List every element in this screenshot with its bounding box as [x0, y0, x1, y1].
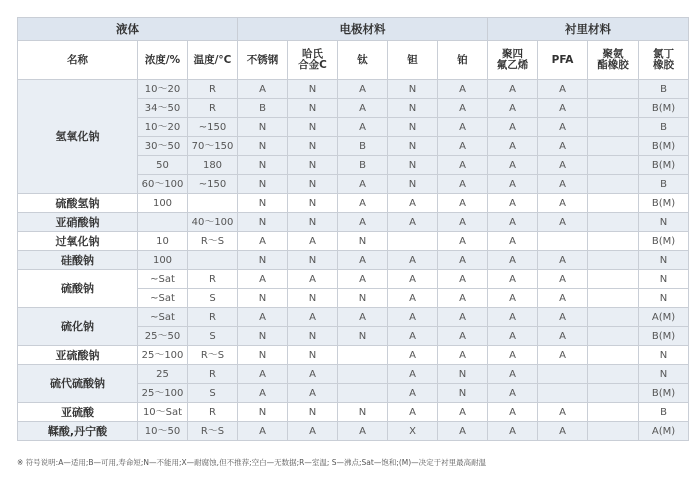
table-cell	[588, 156, 639, 175]
table-cell: ~150	[188, 175, 238, 194]
table-cell: A	[488, 118, 538, 137]
table-cell: A	[488, 80, 538, 99]
table-cell: A	[538, 194, 588, 213]
table-cell: A	[338, 194, 388, 213]
table-cell: S	[188, 384, 238, 403]
table-cell: A(M)	[639, 308, 689, 327]
table-cell: A	[288, 270, 338, 289]
table-cell: N	[338, 232, 388, 251]
table-cell: 40～100	[188, 213, 238, 232]
column-header: 哈氏 合金C	[288, 41, 338, 80]
table-row	[18, 365, 689, 384]
table-cell: A	[388, 384, 438, 403]
table-cell	[338, 346, 388, 365]
table-cell: ~150	[188, 118, 238, 137]
table-cell	[538, 384, 588, 403]
table-cell: N	[438, 384, 488, 403]
table-cell: N	[238, 346, 288, 365]
table-cell: N	[238, 213, 288, 232]
column-header: 钛	[338, 41, 388, 80]
table-cell: N	[639, 251, 689, 270]
table-cell: A	[438, 232, 488, 251]
table-cell: A	[538, 251, 588, 270]
table-cell: N	[388, 118, 438, 137]
table-cell: A	[438, 346, 488, 365]
table-cell: A	[488, 156, 538, 175]
table-cell: A	[288, 365, 338, 384]
table-cell: A	[438, 422, 488, 441]
table-cell: A	[438, 289, 488, 308]
table-cell: N	[639, 213, 689, 232]
table-cell: A	[388, 251, 438, 270]
substance-name: 硫化钠	[18, 308, 138, 346]
table-cell: A	[238, 422, 288, 441]
table-cell: B(M)	[639, 194, 689, 213]
table-cell: A	[488, 289, 538, 308]
table-cell: B	[639, 403, 689, 422]
table-cell: N	[238, 194, 288, 213]
table-cell: 180	[188, 156, 238, 175]
substance-name: 氢氧化钠	[18, 80, 138, 194]
table-cell: A	[238, 80, 288, 99]
substance-name: 鞣酸,丹宁酸	[18, 422, 138, 441]
table-cell: A	[438, 118, 488, 137]
table-cell: N	[238, 289, 288, 308]
table-cell: A	[538, 346, 588, 365]
table-cell: A	[288, 308, 338, 327]
table-cell: R	[188, 403, 238, 422]
table-cell: A	[488, 137, 538, 156]
table-cell	[588, 232, 639, 251]
table-cell: 10	[138, 232, 188, 251]
table-cell	[588, 270, 639, 289]
table-cell: B(M)	[639, 99, 689, 118]
table-cell: N	[238, 251, 288, 270]
table-cell: A	[388, 213, 438, 232]
column-header: 聚四 氟乙烯	[488, 41, 538, 80]
substance-name: 过氧化钠	[18, 232, 138, 251]
table-cell: A	[538, 289, 588, 308]
table-row	[18, 422, 689, 441]
table-cell: A	[538, 80, 588, 99]
table-cell: N	[288, 403, 338, 422]
table-cell: 25～100	[138, 384, 188, 403]
table-cell	[588, 80, 639, 99]
legend-footnote: ※ 符号说明:A—适用;B—可用,寿命短;N—不能用;X—耐腐蚀,但不推荐;空白—无数据;R—室温; S—沸点;Sat—饱和;(M)—决定于衬里最高耐温	[17, 458, 487, 467]
table-cell: A	[438, 213, 488, 232]
table-cell: N	[288, 213, 338, 232]
column-header: 铂	[438, 41, 488, 80]
table-cell: A	[488, 346, 538, 365]
table-cell: A	[238, 270, 288, 289]
table-cell: N	[238, 327, 288, 346]
table-cell: A	[488, 251, 538, 270]
table-cell: A	[438, 194, 488, 213]
table-cell: B(M)	[639, 384, 689, 403]
table-cell: A	[388, 403, 438, 422]
table-cell	[538, 232, 588, 251]
table-cell: A	[538, 327, 588, 346]
table-cell: 10～20	[138, 80, 188, 99]
table-cell: S	[188, 289, 238, 308]
table-cell: B	[338, 156, 388, 175]
table-cell: A	[338, 80, 388, 99]
table-cell: N	[288, 289, 338, 308]
table-cell: B(M)	[639, 137, 689, 156]
table-cell: A	[438, 156, 488, 175]
group-header: 衬里材料	[488, 18, 689, 41]
table-cell: N	[288, 80, 338, 99]
table-cell: 25～50	[138, 327, 188, 346]
table-cell: N	[388, 80, 438, 99]
table-cell: ~Sat	[138, 289, 188, 308]
table-cell	[588, 99, 639, 118]
table-cell: A	[438, 308, 488, 327]
table-cell: A	[338, 270, 388, 289]
table-cell: 60～100	[138, 175, 188, 194]
table-cell: 10～20	[138, 118, 188, 137]
table-cell: N	[338, 327, 388, 346]
table-cell: R	[188, 308, 238, 327]
table-cell: N	[639, 365, 689, 384]
table-row	[18, 308, 689, 327]
table-cell	[188, 251, 238, 270]
table-cell: A	[438, 270, 488, 289]
table-cell: A	[488, 99, 538, 118]
table-cell: N	[288, 156, 338, 175]
table-cell: A	[488, 194, 538, 213]
table-cell	[588, 327, 639, 346]
table-cell: A	[388, 346, 438, 365]
table-cell	[588, 308, 639, 327]
column-header: 不锈钢	[238, 41, 288, 80]
table-cell	[588, 194, 639, 213]
table-cell: N	[288, 137, 338, 156]
table-cell: A	[238, 232, 288, 251]
table-cell: N	[288, 346, 338, 365]
table-cell: A	[538, 137, 588, 156]
table-cell: A	[338, 422, 388, 441]
table-cell: A	[538, 422, 588, 441]
table-cell: A	[488, 365, 538, 384]
table-cell: A	[488, 270, 538, 289]
column-header: 聚氨 酯橡胶	[588, 41, 639, 80]
substance-name: 亚硫酸钠	[18, 346, 138, 365]
table-cell: 100	[138, 251, 188, 270]
table-cell: A	[488, 232, 538, 251]
table-row	[18, 346, 689, 365]
table-row	[18, 232, 689, 251]
table-cell	[588, 137, 639, 156]
table-cell: B	[238, 99, 288, 118]
table-cell: N	[288, 99, 338, 118]
table-cell: N	[288, 118, 338, 137]
table-cell: B	[639, 175, 689, 194]
table-cell: N	[288, 327, 338, 346]
table-cell: R～S	[188, 422, 238, 441]
table-cell: N	[388, 175, 438, 194]
table-cell: A	[488, 308, 538, 327]
table-cell: A	[488, 327, 538, 346]
table-cell: X	[388, 422, 438, 441]
table-cell: 34～50	[138, 99, 188, 118]
table-row	[18, 270, 689, 289]
table-cell	[588, 384, 639, 403]
table-cell: N	[338, 403, 388, 422]
table-cell: A	[338, 251, 388, 270]
table-cell: A	[288, 232, 338, 251]
table-cell	[588, 346, 639, 365]
table-cell: A	[488, 175, 538, 194]
group-header: 液体	[18, 18, 238, 41]
table-cell: N	[238, 118, 288, 137]
table-cell: B(M)	[639, 156, 689, 175]
table-cell: N	[639, 346, 689, 365]
table-cell	[588, 251, 639, 270]
table-cell: R	[188, 99, 238, 118]
table-cell: A	[288, 422, 338, 441]
table-body	[18, 80, 689, 441]
table-cell: A	[438, 327, 488, 346]
table-cell: R～S	[188, 346, 238, 365]
table-cell	[538, 365, 588, 384]
table-cell: A	[388, 194, 438, 213]
table-row	[18, 213, 689, 232]
table-row	[18, 194, 689, 213]
table-cell: R～S	[188, 232, 238, 251]
table-cell	[588, 422, 639, 441]
table-cell: A	[238, 308, 288, 327]
table-cell: A	[438, 175, 488, 194]
table-cell: A	[538, 270, 588, 289]
table-cell: N	[288, 175, 338, 194]
table-cell: A	[438, 99, 488, 118]
table-cell: A	[338, 118, 388, 137]
group-header-row	[18, 18, 689, 41]
table-cell: A	[488, 213, 538, 232]
table-cell	[588, 403, 639, 422]
column-header: 钽	[388, 41, 438, 80]
table-cell: N	[338, 289, 388, 308]
table-cell: N	[238, 403, 288, 422]
table-cell: A(M)	[639, 422, 689, 441]
table-cell: ~Sat	[138, 308, 188, 327]
table-cell: N	[639, 270, 689, 289]
column-header-row	[18, 41, 689, 80]
table-cell	[588, 213, 639, 232]
table-cell: R	[188, 270, 238, 289]
substance-name: 硅酸钠	[18, 251, 138, 270]
table-cell: A	[438, 251, 488, 270]
table-cell: N	[238, 156, 288, 175]
table-cell: 100	[138, 194, 188, 213]
table-cell: A	[388, 327, 438, 346]
table-cell: A	[388, 270, 438, 289]
table-cell	[338, 384, 388, 403]
table-cell: A	[338, 213, 388, 232]
table-cell: A	[538, 308, 588, 327]
table-cell: A	[438, 137, 488, 156]
table-cell: A	[388, 308, 438, 327]
substance-name: 亚硫酸	[18, 403, 138, 422]
table-row	[18, 403, 689, 422]
table-cell: A	[538, 118, 588, 137]
table-cell: A	[288, 384, 338, 403]
column-header: 浓度/%	[138, 41, 188, 80]
table-cell	[338, 365, 388, 384]
table-cell: N	[238, 137, 288, 156]
table-cell: N	[388, 137, 438, 156]
group-header: 电极材料	[238, 18, 488, 41]
table-cell: A	[488, 384, 538, 403]
table-cell	[588, 118, 639, 137]
table-cell: N	[438, 365, 488, 384]
substance-name: 硫酸钠	[18, 270, 138, 308]
table-cell	[138, 213, 188, 232]
table-cell: A	[238, 365, 288, 384]
table-cell: A	[538, 175, 588, 194]
table-cell: N	[288, 194, 338, 213]
table-cell: B(M)	[639, 232, 689, 251]
table-cell: 70～150	[188, 137, 238, 156]
substance-name: 硫酸氢钠	[18, 194, 138, 213]
table-cell: A	[388, 365, 438, 384]
substance-name: 硫代硫酸钠	[18, 365, 138, 403]
table-cell: A	[538, 403, 588, 422]
column-header: 名称	[18, 41, 138, 80]
table-cell: A	[538, 156, 588, 175]
column-header: 氯丁 橡胶	[639, 41, 689, 80]
table-cell: B	[639, 80, 689, 99]
table-cell: A	[538, 99, 588, 118]
table-cell	[588, 175, 639, 194]
table-cell: A	[338, 99, 388, 118]
substance-name: 亚硝酸钠	[18, 213, 138, 232]
table-cell	[588, 289, 639, 308]
table-cell: 10～50	[138, 422, 188, 441]
table-cell: B(M)	[639, 327, 689, 346]
table-cell: ~Sat	[138, 270, 188, 289]
table-cell: N	[388, 156, 438, 175]
table-row	[18, 80, 689, 99]
table-cell	[388, 232, 438, 251]
table-cell: B	[639, 118, 689, 137]
table-cell: N	[238, 175, 288, 194]
table-cell: R	[188, 80, 238, 99]
table-cell: N	[288, 251, 338, 270]
column-header: PFA	[538, 41, 588, 80]
table-cell: A	[238, 384, 288, 403]
table-cell: A	[338, 175, 388, 194]
table-cell: A	[338, 308, 388, 327]
table-cell: S	[188, 327, 238, 346]
table-cell: A	[438, 80, 488, 99]
table-cell: 25	[138, 365, 188, 384]
table-cell: 25～100	[138, 346, 188, 365]
table-cell: 30～50	[138, 137, 188, 156]
table-cell: N	[639, 289, 689, 308]
column-header: 温度/°C	[188, 41, 238, 80]
table-cell: 10～Sat	[138, 403, 188, 422]
table-cell	[588, 365, 639, 384]
table-cell: A	[488, 422, 538, 441]
table-cell: A	[438, 403, 488, 422]
table-cell: A	[538, 213, 588, 232]
table-row	[18, 251, 689, 270]
table-cell: A	[488, 403, 538, 422]
table-cell	[188, 194, 238, 213]
table-cell: A	[388, 289, 438, 308]
corrosion-resistance-table	[17, 17, 689, 441]
table-cell: N	[388, 99, 438, 118]
table-cell: B	[338, 137, 388, 156]
table-cell: R	[188, 365, 238, 384]
table-cell: 50	[138, 156, 188, 175]
